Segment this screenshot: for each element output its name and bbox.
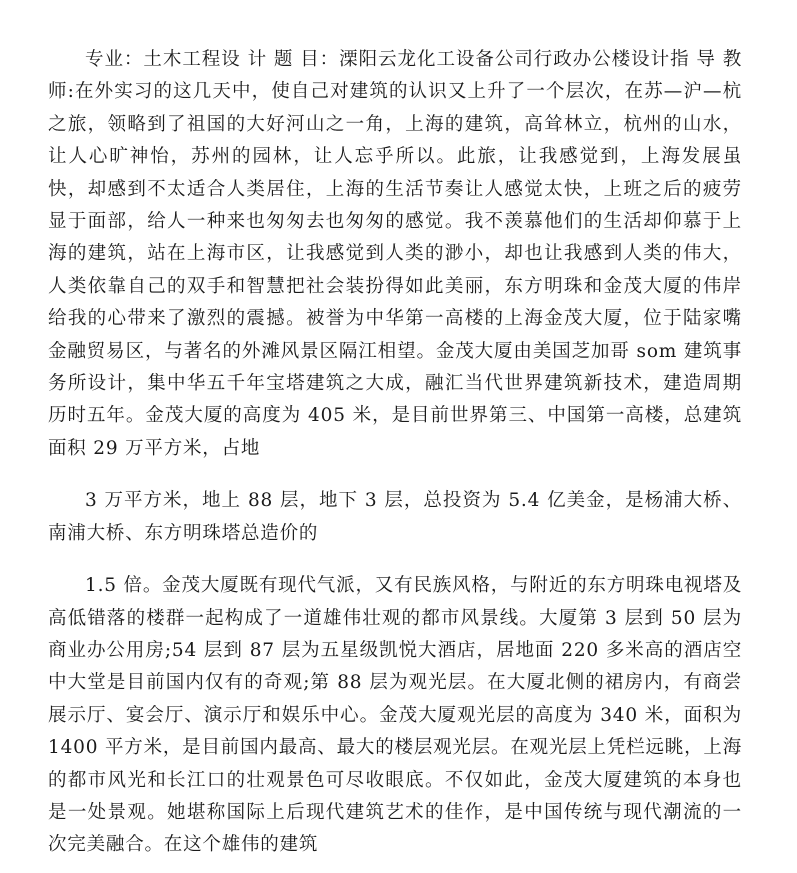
document-page xyxy=(48,44,742,862)
paragraph-3: 1.5 倍。金茂大厦既有现代气派，又有民族风格，与附近的东方明珠电视塔及高低错落的楼群一起构成了一道雄伟壮观的都市风景线。大厦第 3 层到 50 层为商业办公用房;54 层到 87 层为五星级凯悦大酒店，居地面 220 多米高的酒店空中大堂是目前国内仅有的奇观;第 88 层为观光层。在大厦北侧的裙房内，有商尝展示厅、宴会厅、演示厅和娱乐中心。金茂大厦观光层的高度为 340 米，面积为 1400 平方米，是目前国内最高、最大的楼层观光层。在观光层上凭栏远眺，上海的都市风光和长江口的壮观景色可尽收眼底。不仅如此，金茂大厦建筑的本身也是一处景观。她堪称国际上后现代建筑艺术的佳作，是中国传统与现代潮流的一次完美融合。在这个雄伟的建筑 xyxy=(48,575,742,856)
paragraph-2: 3 万平方米，地上 88 层，地下 3 层，总投资为 5.4 亿美金，是杨浦大桥、南浦大桥、东方明珠塔总造价的 xyxy=(48,490,742,544)
paragraph-1: 专业：土木工程设 计 题 目：溧阳云龙化工设备公司行政办公楼设计指 导 教师:在外实习的这几天中，使自己对建筑的认识又上升了一个层次，在苏—沪—杭之旅，领略到了祖国的大好河山之一角，上海的建筑，高耸林立，杭州的山水，让人心旷神怡，苏州的园林，让人忘乎所以。此旅，让我感觉到，上海发展虽快，却感到不太适合人类居住，上海的生活节奏让人感觉太快，上班之后的疲劳显于面部，给人一种来也匆匆去也匆匆的感觉。我不羡慕他们的生活却仰慕于上海的建筑，站在上海市区，让我感觉到人类的渺小，却也让我感到人类的伟大，人类依靠自己的双手和智慧把社会装扮得如此美丽，东方明珠和金茂大厦的伟岸给我的心带来了激烈的震撼。被誉为中华第一高楼的上海金茂大厦，位于陆家嘴金融贸易区，与著名的外滩风景区隔江相望。金茂大厦由美国芝加哥 som 建筑事务所设计，集中华五千年宝塔建筑之大成，融汇当代世界建筑新技术，建造周期历时五年。金茂大厦的高度为 405 米，是目前世界第三、中国第一高楼，总建筑面积 29 万平方米，占地 xyxy=(48,49,742,459)
